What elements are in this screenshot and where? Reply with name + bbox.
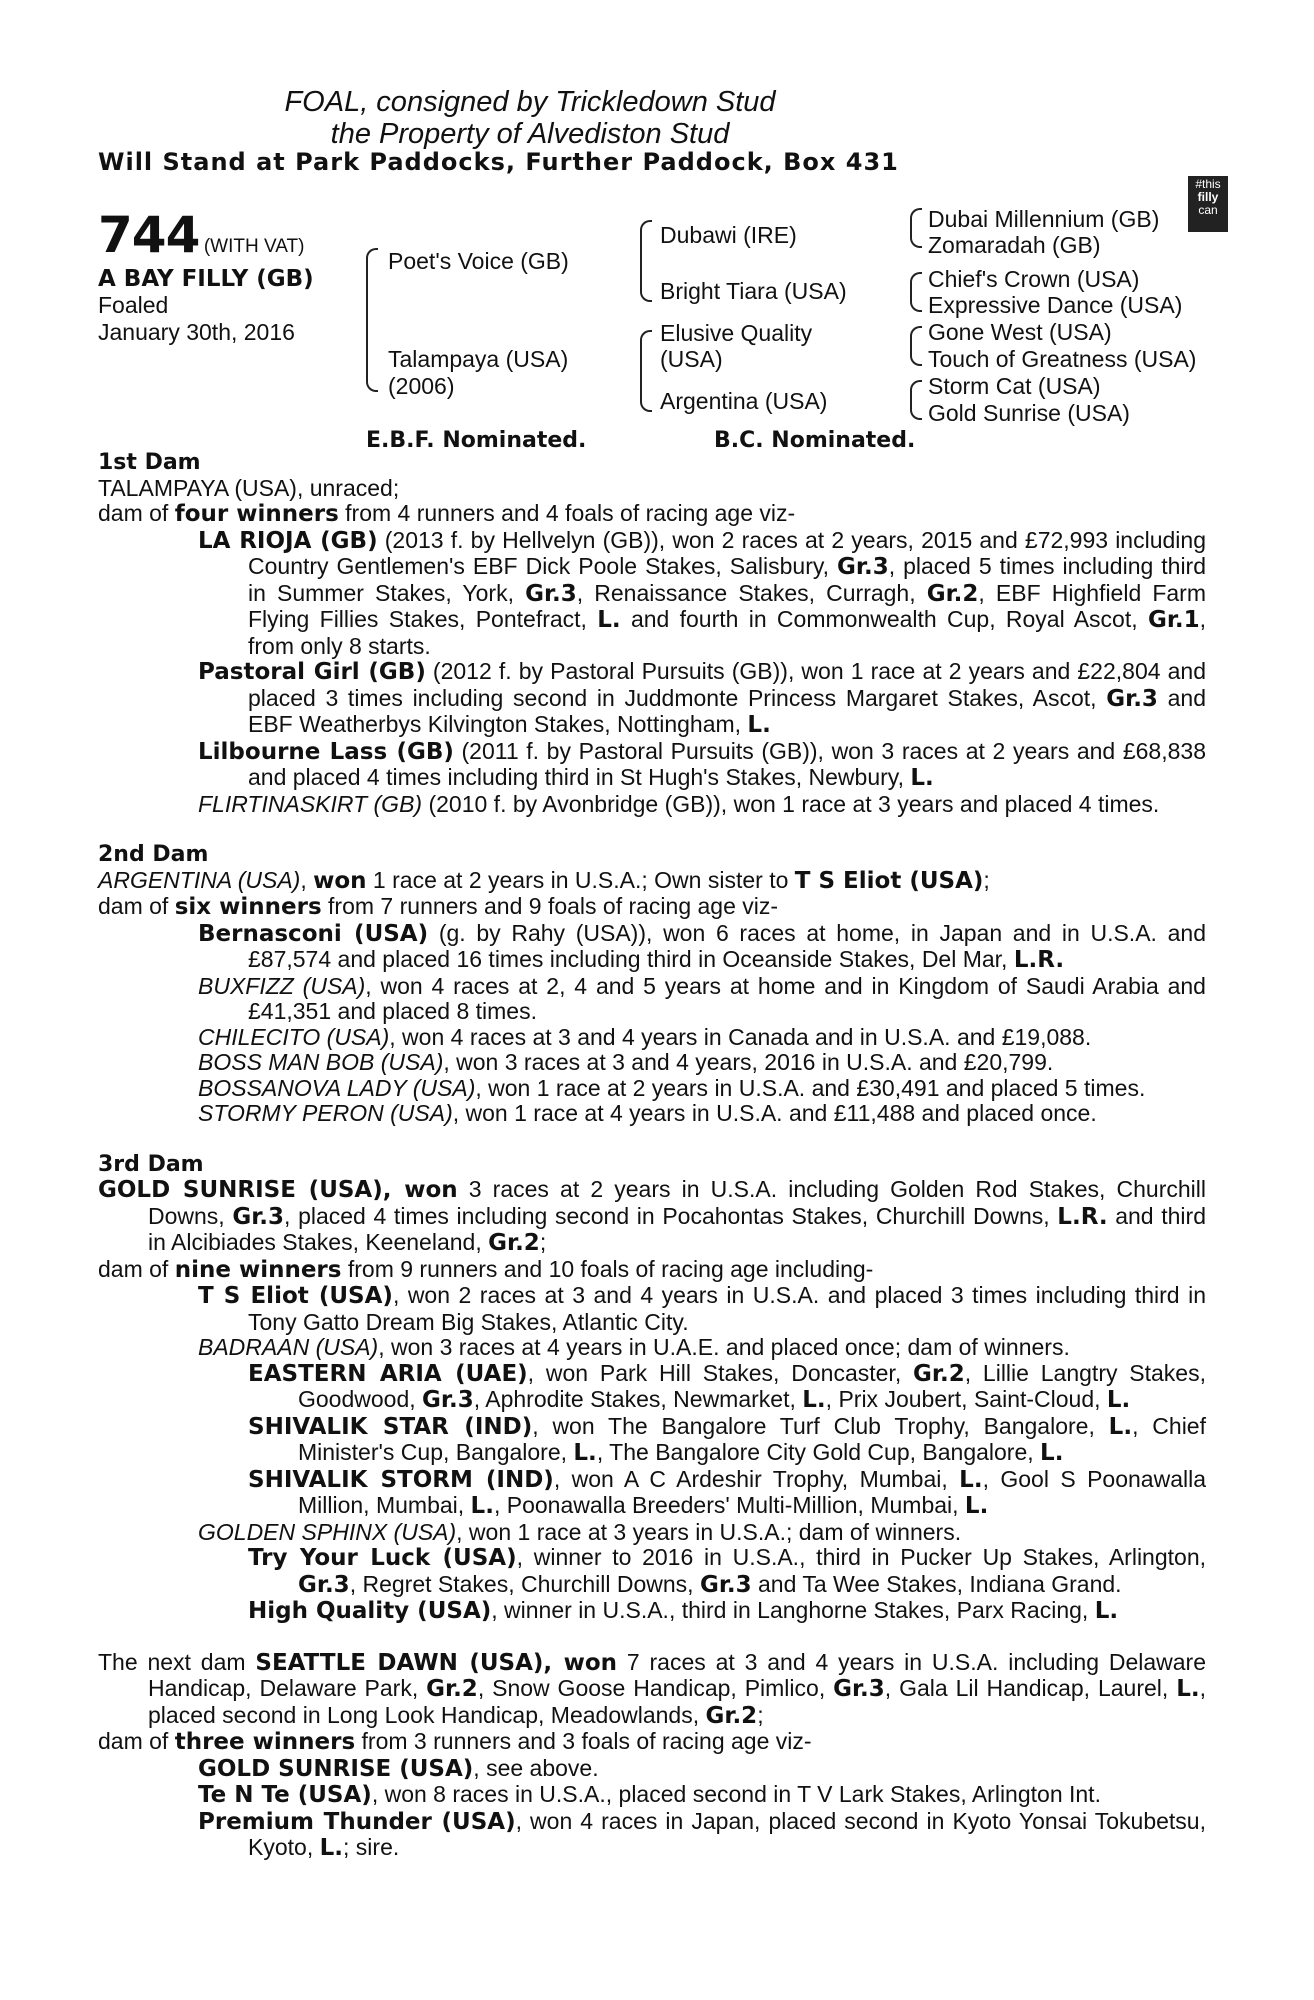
produce-entry: Bernasconi (USA) (g. by Rahy (USA)), won 6 races at home, in Japan and in U.S.A. and £87,574 and placed 16 times including third in Oceanside Stakes, Del Mar, L.R.: [198, 919, 1206, 973]
catalogue-body: [98, 450, 1206, 1862]
produce-entry: BOSS MAN BOB (USA), won 3 races at 3 and 4 years, 2016 in U.S.A. and £20,799.: [198, 1049, 1054, 1075]
dam-sire-line2: (USA): [660, 346, 723, 372]
produce-entry: BOSSANOVA LADY (USA), won 1 race at 2 years in U.S.A. and £30,491 and placed 5 times.: [198, 1074, 1146, 1101]
produce-entry: GOLD SUNRISE (USA), see above.: [198, 1754, 599, 1782]
dam-sire-line1: Elusive Quality: [660, 320, 813, 346]
produce-entry: LA RIOJA (GB) (2013 f. by Hellvelyn (GB)), won 2 races at 2 years, 2015 and £72,993 including Country Gentlemen's EBF Dick Poole Stakes, Salisbury, Gr.3, placed 5 times including third in Summer Stakes, York, Gr.3, Renaissance Stakes, Curragh, Gr.2, EBF Highfield Farm Flying Fillies Stakes, Pontefract, L. and fourth in Commonwealth Cup, Royal Ascot, Gr.1, from only 8 starts.: [198, 526, 1207, 659]
grand-produce-entry: High Quality (USA), winner in U.S.A., third in Langhorne Stakes, Parx Racing, L.: [248, 1597, 1119, 1624]
grand-produce-entry: EASTERN ARIA (UAE), won Park Hill Stakes, Doncaster, Gr.2, Lillie Langtry Stakes, Goodwood, Gr.3, Aphrodite Stakes, Newmarket, L., Prix Joubert, Saint-Cloud, L.: [248, 1359, 1206, 1413]
vat-note: (WITH VAT): [203, 236, 305, 257]
sss: Dubai Millennium (GB): [928, 206, 1160, 232]
second-dam-produce: dam of six winners from 7 runners and 9 foals of racing age viz-: [98, 893, 779, 920]
logo-line: filly: [1197, 190, 1219, 204]
lot-number-block: [98, 206, 304, 264]
produce-entry: STORMY PERON (USA), won 1 race at 4 years in U.S.A. and £11,488 and placed once.: [198, 1100, 1097, 1126]
first-dam-produce: dam of four winners from 4 runners and 4 foals of racing age viz-: [98, 500, 796, 527]
second-dam-intro: ARGENTINA (USA), won 1 race at 2 years in U.S.A.; Own sister to T S Eliot (USA);: [98, 866, 990, 894]
logo-line: #this: [1195, 177, 1221, 191]
foaled-label: Foaled: [98, 292, 169, 318]
pedigree-bracket: [640, 220, 652, 302]
pedigree-bracket: [910, 208, 922, 248]
this-filly-can-logo: [1188, 176, 1228, 232]
sds: Chief's Crown (USA): [928, 266, 1140, 292]
third-dam-heading: 3rd Dam: [98, 1151, 204, 1177]
produce-entry: T S Eliot (USA), won 2 races at 3 and 4 years in U.S.A. and placed 3 times including third in Tony Gatto Dream Big Stakes, Atlantic City.: [198, 1282, 1206, 1335]
lot-title: A BAY FILLY (GB): [98, 266, 314, 292]
consignor-line: FOAL, consigned by Trickledown Stud: [284, 86, 776, 118]
bc-nominated: B.C. Nominated.: [714, 428, 916, 453]
ddd: Gold Sunrise (USA): [928, 400, 1130, 426]
produce-entry: Pastoral Girl (GB) (2012 f. by Pastoral Pursuits (GB)), won 1 race at 2 years and £22,804 and placed 3 times including second in Juddmonte Princess Margaret Stakes, Ascot, Gr.3 and EBF Weatherbys Kilvington Stakes, Nottingham, L.: [198, 658, 1206, 738]
lot-number: 744: [98, 206, 200, 264]
second-dam-heading: 2nd Dam: [98, 842, 209, 867]
foaled-date: January 30th, 2016: [98, 319, 295, 345]
sire: Poet's Voice (GB): [388, 248, 569, 274]
produce-entry: FLIRTINASKIRT (GB) (2010 f. by Avonbridge (GB)), won 1 race at 3 years and placed 4 times.: [198, 790, 1160, 817]
grand-produce-entry: SHIVALIK STAR (IND), won The Bangalore Turf Club Trophy, Bangalore, L., Chief Minister's Cup, Bangalore, L., The Bangalore City Gold Cup, Bangalore, L.: [248, 1412, 1206, 1466]
ssd: Zomaradah (GB): [928, 232, 1101, 258]
pedigree-bracket: [366, 248, 378, 392]
logo-line: can: [1198, 203, 1218, 217]
stand-location: Will Stand at Park Paddocks, Further Paddock, Box 431: [98, 148, 899, 176]
dds: Storm Cat (USA): [928, 373, 1101, 399]
pedigree-bracket: [910, 272, 922, 312]
grand-produce-entry: SHIVALIK STORM (IND), won A C Ardeshir Trophy, Mumbai, L., Gool S Poonawalla Million, Mumbai, L., Poonawalla Breeders' Multi-Million, Mumbai, L.: [248, 1465, 1207, 1519]
sire-dam: Bright Tiara (USA): [660, 278, 847, 304]
third-dam-produce: dam of nine winners from 9 runners and 10 foals of racing age including-: [98, 1255, 874, 1283]
dam-dam: Argentina (USA): [660, 388, 828, 414]
dam-year: (2006): [388, 373, 455, 399]
grand-produce-entry: Try Your Luck (USA), winner to 2016 in U.S.A., third in Pucker Up Stakes, Arlington, Gr.3, Regret Stakes, Churchill Downs, Gr.3 and Ta Wee Stakes, Indiana Grand.: [248, 1544, 1207, 1598]
dss: Gone West (USA): [928, 319, 1112, 345]
ebf-nominated: E.B.F. Nominated.: [366, 428, 587, 453]
first-dam-intro: TALAMPAYA (USA), unraced;: [98, 474, 400, 501]
sire-sire: Dubawi (IRE): [660, 222, 797, 248]
dsd: Touch of Greatness (USA): [928, 346, 1197, 372]
produce-entry: GOLDEN SPHINX (USA), won 1 race at 3 years in U.S.A.; dam of winners.: [198, 1518, 962, 1545]
produce-entry: BUXFIZZ (USA), won 4 races at 2, 4 and 5 years at home and in Kingdom of Saudi Arabia and £41,351 and placed 8 times.: [198, 972, 1206, 1024]
produce-entry: CHILECITO (USA), won 4 races at 3 and 4 years in Canada and in U.S.A. and £19,088.: [198, 1023, 1092, 1050]
first-dam-heading: 1st Dam: [98, 450, 201, 475]
produce-entry: BADRAAN (USA), won 3 races at 4 years in U.A.E. and placed once; dam of winners.: [198, 1334, 1070, 1360]
sdd: Expressive Dance (USA): [928, 292, 1183, 318]
pedigree-bracket: [640, 330, 652, 412]
pedigree-bracket: [910, 380, 922, 420]
next-dam-intro: The next dam SEATTLE DAWN (USA), won 7 races at 3 and 4 years in U.S.A. including Delaware Handicap, Delaware Park, Gr.2, Snow Goose Handicap, Pimlico, Gr.3, Gala Lil Handicap, Laurel, L., placed second in Long Look Handicap, Meadowlands, Gr.2;: [98, 1648, 1206, 1729]
pedigree-bracket: [910, 326, 922, 366]
produce-entry: Te N Te (USA), won 8 races in U.S.A., placed second in T V Lark Stakes, Arlington Int.: [198, 1781, 1101, 1808]
property-line: the Property of Alvediston Stud: [330, 118, 730, 150]
produce-entry: Lilbourne Lass (GB) (2011 f. by Pastoral Pursuits (GB)), won 3 races at 2 years and £68,838 and placed 4 times including third in St Hugh's Stakes, Newbury, L.: [198, 737, 1206, 791]
dam-name: Talampaya (USA): [388, 346, 569, 372]
produce-entry: Premium Thunder (USA), won 4 races in Japan, placed second in Kyoto Yonsai Tokubetsu, Kyoto, L.; sire.: [198, 1807, 1206, 1861]
third-dam-intro: GOLD SUNRISE (USA), won 3 races at 2 years in U.S.A. including Golden Rod Stakes, Churchill Downs, Gr.3, placed 4 times including second in Pocahontas Stakes, Churchill Downs, L.R. and third in Alcibiades Stakes, Keeneland, Gr.2;: [98, 1176, 1206, 1256]
next-dam-produce: dam of three winners from 3 runners and 3 foals of racing age viz-: [98, 1728, 812, 1755]
